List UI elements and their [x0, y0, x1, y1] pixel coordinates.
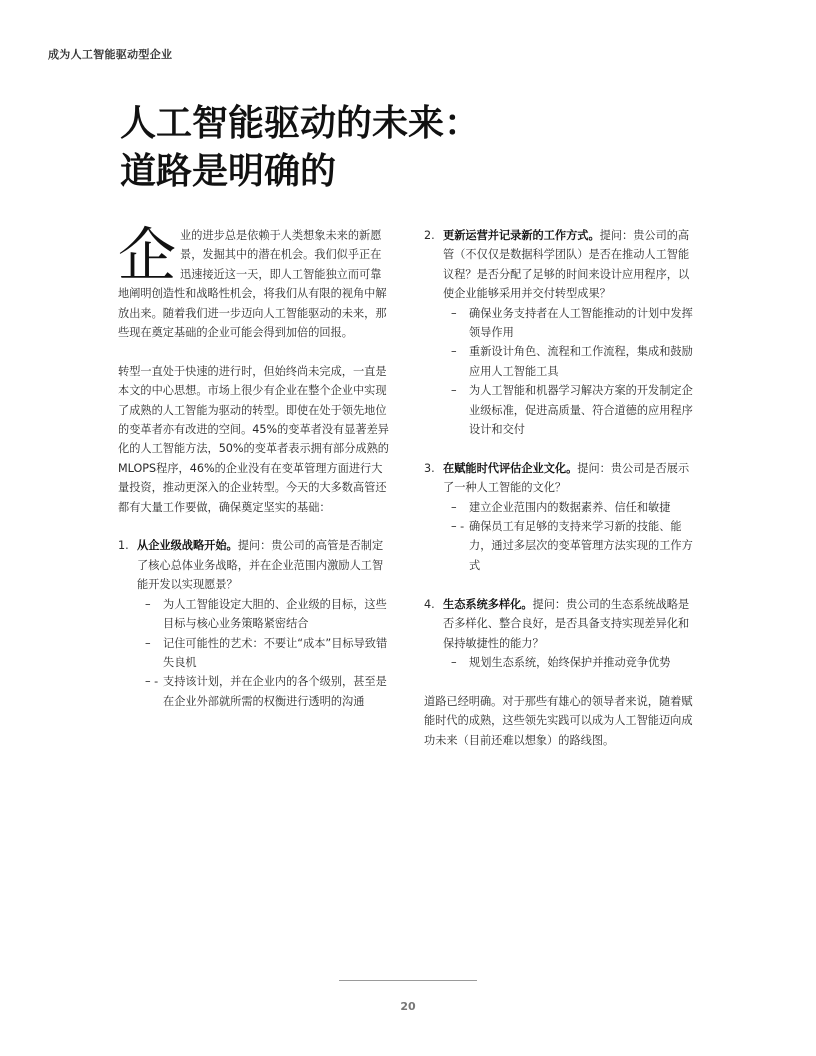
sub-item-text: 规划生态系统，始终保护并推动竞争优势	[469, 655, 671, 669]
sub-item	[451, 342, 696, 381]
sub-list	[443, 653, 696, 672]
page-title	[120, 100, 720, 196]
sub-item-text: 重新设计角色、流程和工作流程，集成和鼓励应用人工智能工具	[469, 345, 693, 378]
list-number: 4.	[424, 597, 435, 611]
footer-rule	[339, 980, 477, 981]
list-lead: 生态系统多样化。	[443, 597, 533, 611]
list-number: 2.	[424, 229, 435, 242]
list-text: 提问：贵公司是否展示了一种人工智能的文化？	[443, 461, 690, 495]
list-number: 1.	[118, 539, 129, 553]
list-text: 提问：贵公司的生态系统战略是否多样化、整合良好，是否具备支持实现差异化和保持敏捷性的能力？	[443, 597, 690, 650]
sub-item	[451, 653, 696, 672]
dash: – -	[145, 675, 159, 689]
list-text: 提问：贵公司的高管是否制定了核心总体业务战略，并在企业范围内激励人工智能开发以实现愿景？	[137, 539, 384, 592]
sub-item-text: 记住可能性的艺术：不要让“成本”目标导致错失良机	[163, 636, 388, 669]
sub-item-text: 为人工智能和机器学习解决方案的开发制定企业级标准，促进高质量、符合道德的应用程序设计和交付	[469, 384, 693, 437]
dash: –	[451, 384, 457, 398]
dash: –	[451, 500, 457, 514]
sub-item-text: 确保员工有足够的支持来学习新的技能、能力，通过多层次的变革管理方法实现的工作方式	[469, 520, 693, 572]
drop-cap: 企	[118, 221, 177, 289]
list-item-2	[424, 226, 696, 439]
dash: –	[451, 306, 457, 320]
closing-paragraph: 道路已经明确。对于那些有雄心的领导者来说，随着赋能时代的成熟，这些领先实践可以成为人工智能迈向成功未来（目前还难以想象）的路线图。	[424, 694, 693, 747]
dash: –	[451, 655, 457, 669]
sub-item	[451, 517, 696, 575]
sub-item-text: 支持该计划，并在企业内的各个级别，甚至是在企业外部就所需的权衡进行透明的沟通	[163, 675, 387, 708]
sub-item	[145, 634, 390, 673]
right-column	[424, 226, 696, 769]
sub-item	[451, 381, 696, 439]
body-paragraph: 转型一直处于快速的进行时，但始终尚未完成，一直是本文的中心思想。市场上很少有企业在整个企业中实现了成熟的人工智能为驱动的转型。即使在处于领先地位的变革者亦有改进的空间。45%的变革者没有显著差异化的人工智能方法，50%的变革者表示拥有部分成熟的MLOPS程序，46%的企业没有在变革管理方面进行大量投资，推动更深入的企业转型。今天的大多数高管还都有大量工作要做，确保奠定坚实的基础：	[118, 364, 389, 514]
page-number: 20	[400, 1000, 416, 1013]
sub-item-text: 确保业务支持者在人工智能推动的计划中发挥领导作用	[469, 306, 693, 340]
sub-list	[137, 595, 390, 711]
sub-item	[451, 498, 696, 517]
dash: –	[145, 636, 151, 650]
list-item-3	[424, 459, 696, 575]
list-text: 提问：贵公司的高管（不仅仅是数据科学团队）是否在推动人工智能议程？是否分配了足够的时间来设计应用程序，以使企业能够采用并交付转型成果？	[443, 229, 690, 301]
left-column	[118, 221, 390, 731]
intro-text: 业的进步总是依赖于人类想象未来的新愿景，发掘其中的潜在机会。我们似乎正在迅速接近这一天，即人工智能独立而可靠地阐明创造性和战略性机会，将我们从有限的视角中解放出来。随着我们进一步迈向人工智能驱动的未来，那些现在奠定基础的企业可能会得到加倍的回报。	[118, 229, 387, 340]
list-item-1	[118, 536, 390, 711]
list-number: 3.	[424, 461, 435, 475]
sub-item	[145, 595, 390, 634]
dash: –	[145, 597, 151, 611]
dash: –	[451, 345, 457, 359]
list-lead: 从企业级战略开始。	[137, 539, 238, 553]
dash: – -	[451, 520, 465, 534]
sub-item-text: 为人工智能设定大胆的、企业级的目标，这些目标与核心业务策略紧密结合	[163, 597, 387, 631]
list-lead: 在赋能时代评估企业文化。	[443, 461, 578, 475]
numbered-list	[118, 536, 390, 711]
intro-paragraph	[118, 221, 390, 342]
sub-list	[443, 498, 696, 576]
sub-item	[145, 672, 390, 711]
numbered-list-continued	[424, 226, 696, 672]
page-title-line-2: 道路是明确的	[120, 151, 337, 192]
running-header: 成为人工智能驱动型企业	[48, 48, 173, 61]
list-lead: 更新运营并记录新的工作方式。	[443, 229, 600, 242]
sub-item	[451, 304, 696, 343]
sub-item-text: 建立企业范围内的数据素养、信任和敏捷	[469, 500, 671, 514]
list-item-4	[424, 595, 696, 673]
sub-list	[443, 304, 696, 440]
page-title-line-1: 人工智能驱动的未来：	[120, 103, 481, 144]
